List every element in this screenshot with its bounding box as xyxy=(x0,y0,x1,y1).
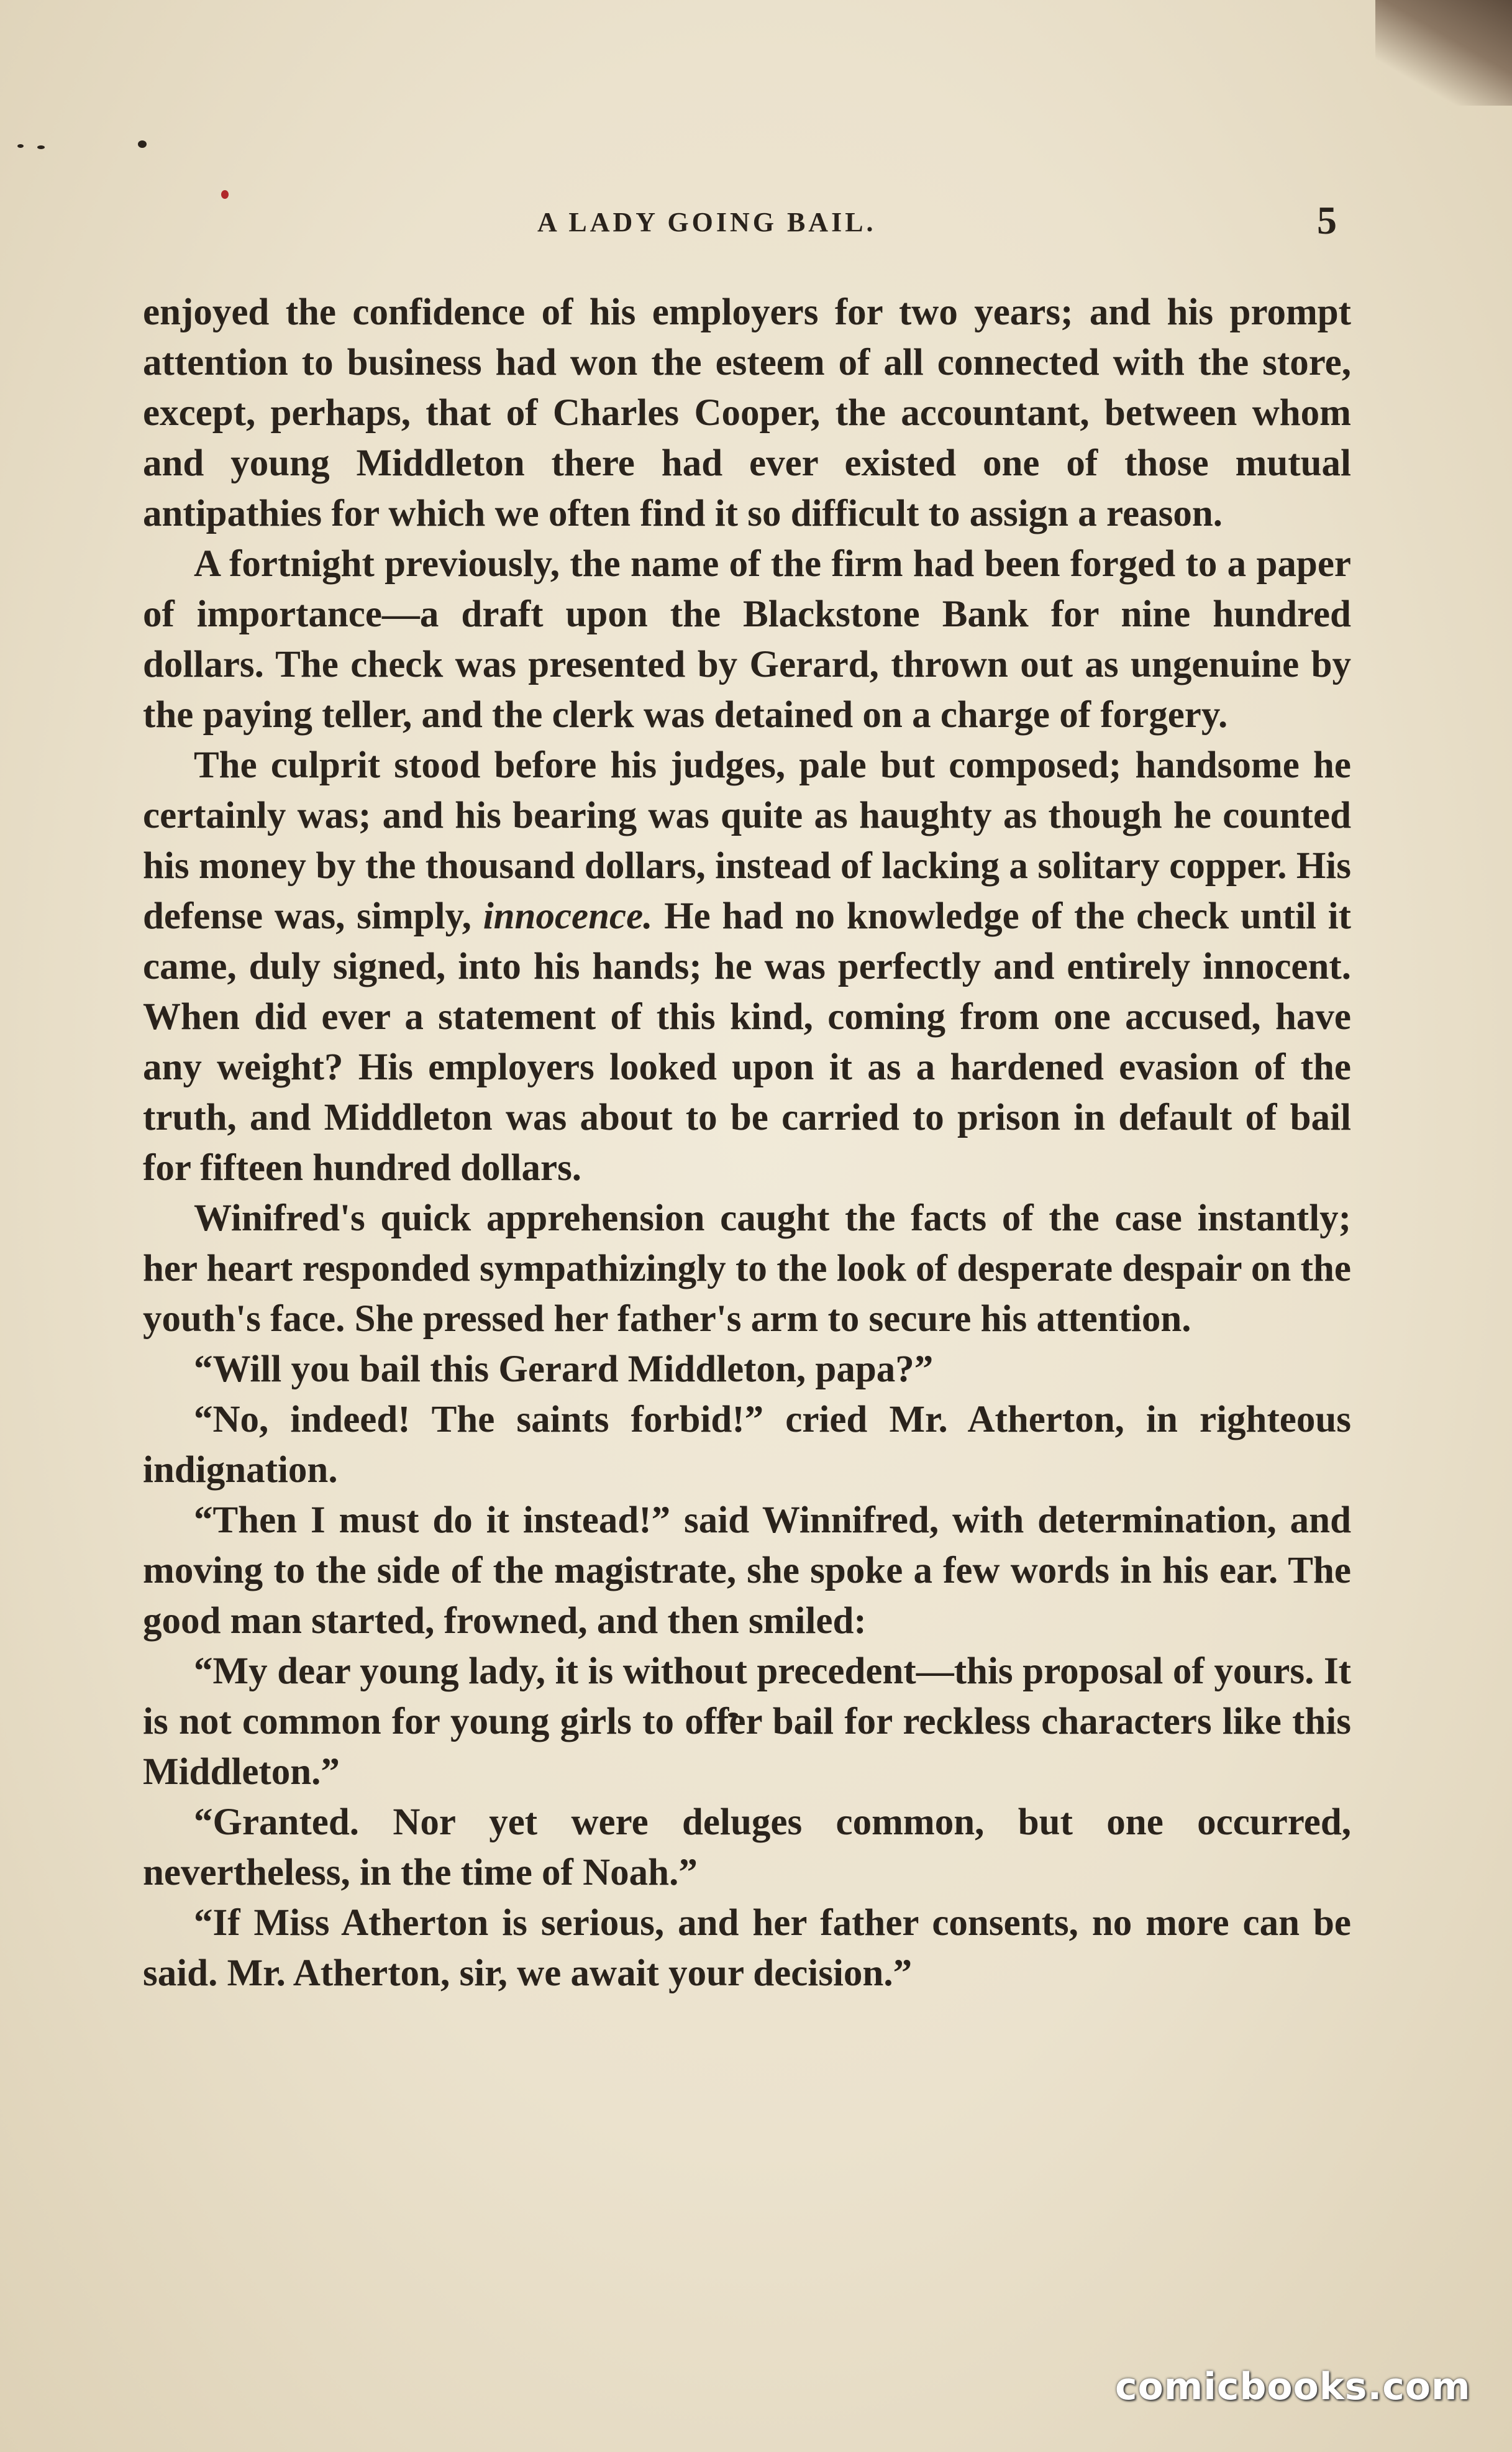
paragraph: “If Miss Atherton is serious, and her father consents, no more can be said. Mr. Atherton, sir, we await your decision.” xyxy=(143,1902,1351,1994)
page-corner-damage xyxy=(1375,0,1512,106)
paragraph: “Will you bail this Gerard Middleton, papa?” xyxy=(194,1348,934,1390)
paragraph-text: He had no knowledge of the check until it came, duly signed, into his hands; he was perfectly and entirely innocent. When did ever a statement of this kind, coming from one accused, have any weight? His employers looked upon it as a hardened evasion of the truth, and Middleton was about to be carried to prison in default of bail for fifteen hundred dollars. xyxy=(143,895,1351,1189)
ink-speck xyxy=(17,144,24,148)
emphasized-word: innocence. xyxy=(483,895,653,937)
paragraph: Winifred's quick apprehension caught the facts of the case instantly; her heart responded sympathizingly to the look of desperate despair on the youth's face. She pressed her father's arm to secure his attention. xyxy=(143,1197,1351,1340)
paragraph: “Then I must do it instead!” said Winnifred, with determination, and moving to the side of the magistrate, she spoke a few words in his ear. The good man started, frowned, and then smiled: xyxy=(143,1499,1351,1642)
paragraph xyxy=(143,740,1351,1193)
paragraph-text: The culprit stood before his judges, pale but composed; handsome he certainly was; and his bearing was quite as haughty as though he counted his money by the thousand dollars, instead of lacking a solitary copper. His defense was, simply, xyxy=(143,744,1351,937)
running-head xyxy=(0,198,1512,247)
paragraph: enjoyed the confidence of his employers for two years; and his prompt attention to business had won the esteem of all connected with the store, except, perhaps, that of Charles Cooper, the accountant, between whom and young Middleton there had ever existed one of those mutual antipathies for which we often find it so difficult to assign a reason. xyxy=(143,291,1351,534)
running-title: A LADY GOING BAIL. xyxy=(537,207,877,237)
paragraph: “No, indeed! The saints forbid!” cried Mr. Atherton, in righteous indignation. xyxy=(143,1399,1351,1491)
paragraph: “My dear young lady, it is without precedent—this proposal of yours. It is not common for young girls to offer bail for reckless characters like this Middleton.” xyxy=(143,1650,1351,1793)
body-text xyxy=(143,287,1351,1998)
ink-speck xyxy=(37,145,45,149)
page-number: 5 xyxy=(1317,198,1337,242)
paragraph: A fortnight previously, the name of the firm had been forged to a paper of importance—a draft upon the Blackstone Bank for nine hundred dollars. The check was presented by Gerard, thrown out as ungenuine by the paying teller, and the clerk was detained on a charge of forgery. xyxy=(143,543,1351,736)
ink-speck xyxy=(138,140,147,148)
watermark: comicbooks.com xyxy=(1115,2365,1471,2409)
paragraph: “Granted. Nor yet were deluges common, but one occurred, nevertheless, in the time of Noah.” xyxy=(143,1801,1351,1893)
